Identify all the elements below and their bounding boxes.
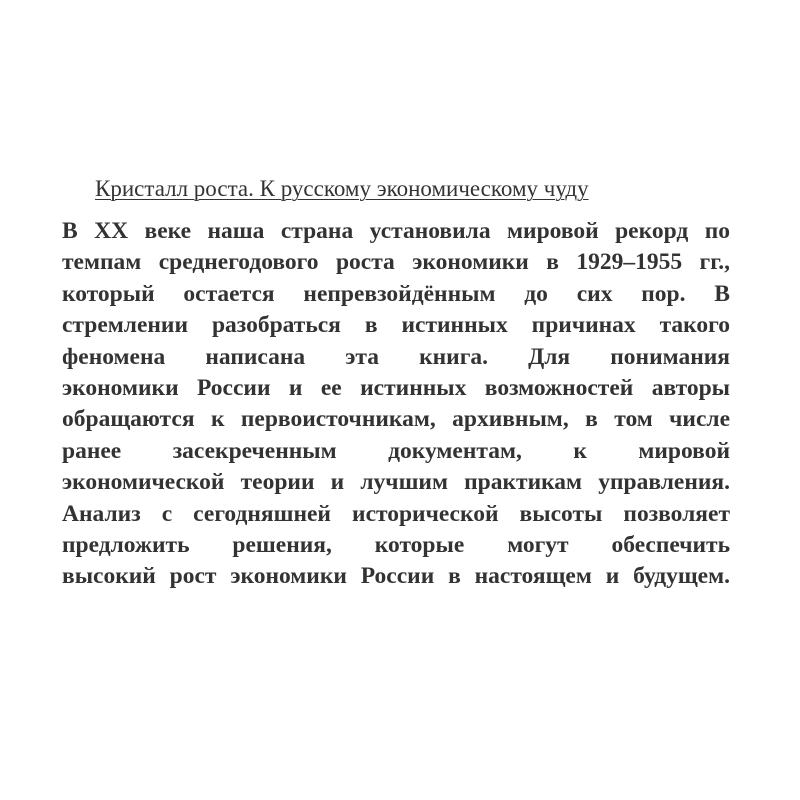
body-line: Анализ с сегодняшней исторической высоты позволяет: [62, 500, 730, 527]
body-line: предложить решения, которые могут обеспечить: [62, 532, 730, 559]
body-line: темпам среднегодового роста экономики в 1929–1955 гг.,: [62, 249, 730, 276]
body-line: который остается непревзойдённым до сих пор. В: [62, 280, 730, 307]
body-line: феномена написана эта книга. Для понимания: [62, 343, 730, 370]
body-line: обращаются к первоисточникам, архивным, в том числе: [62, 406, 730, 433]
body-line: В XX веке наша страна установила мировой рекорд по: [62, 218, 730, 244]
body-line: ранее засекреченным документам, к мировой: [62, 437, 730, 464]
body-line: экономики России и ее истинных возможностей авторы: [62, 375, 730, 402]
document-body: [62, 216, 730, 593]
body-line: стремлении разобраться в истинных причинах такого: [62, 312, 730, 339]
document-title: Кристалл роста. К русскому экономическому чуду: [95, 176, 589, 201]
body-line: высокий рост экономики России в настоящем и будущем.: [62, 563, 730, 590]
body-line: экономической теории и лучшим практикам управления.: [62, 469, 730, 496]
